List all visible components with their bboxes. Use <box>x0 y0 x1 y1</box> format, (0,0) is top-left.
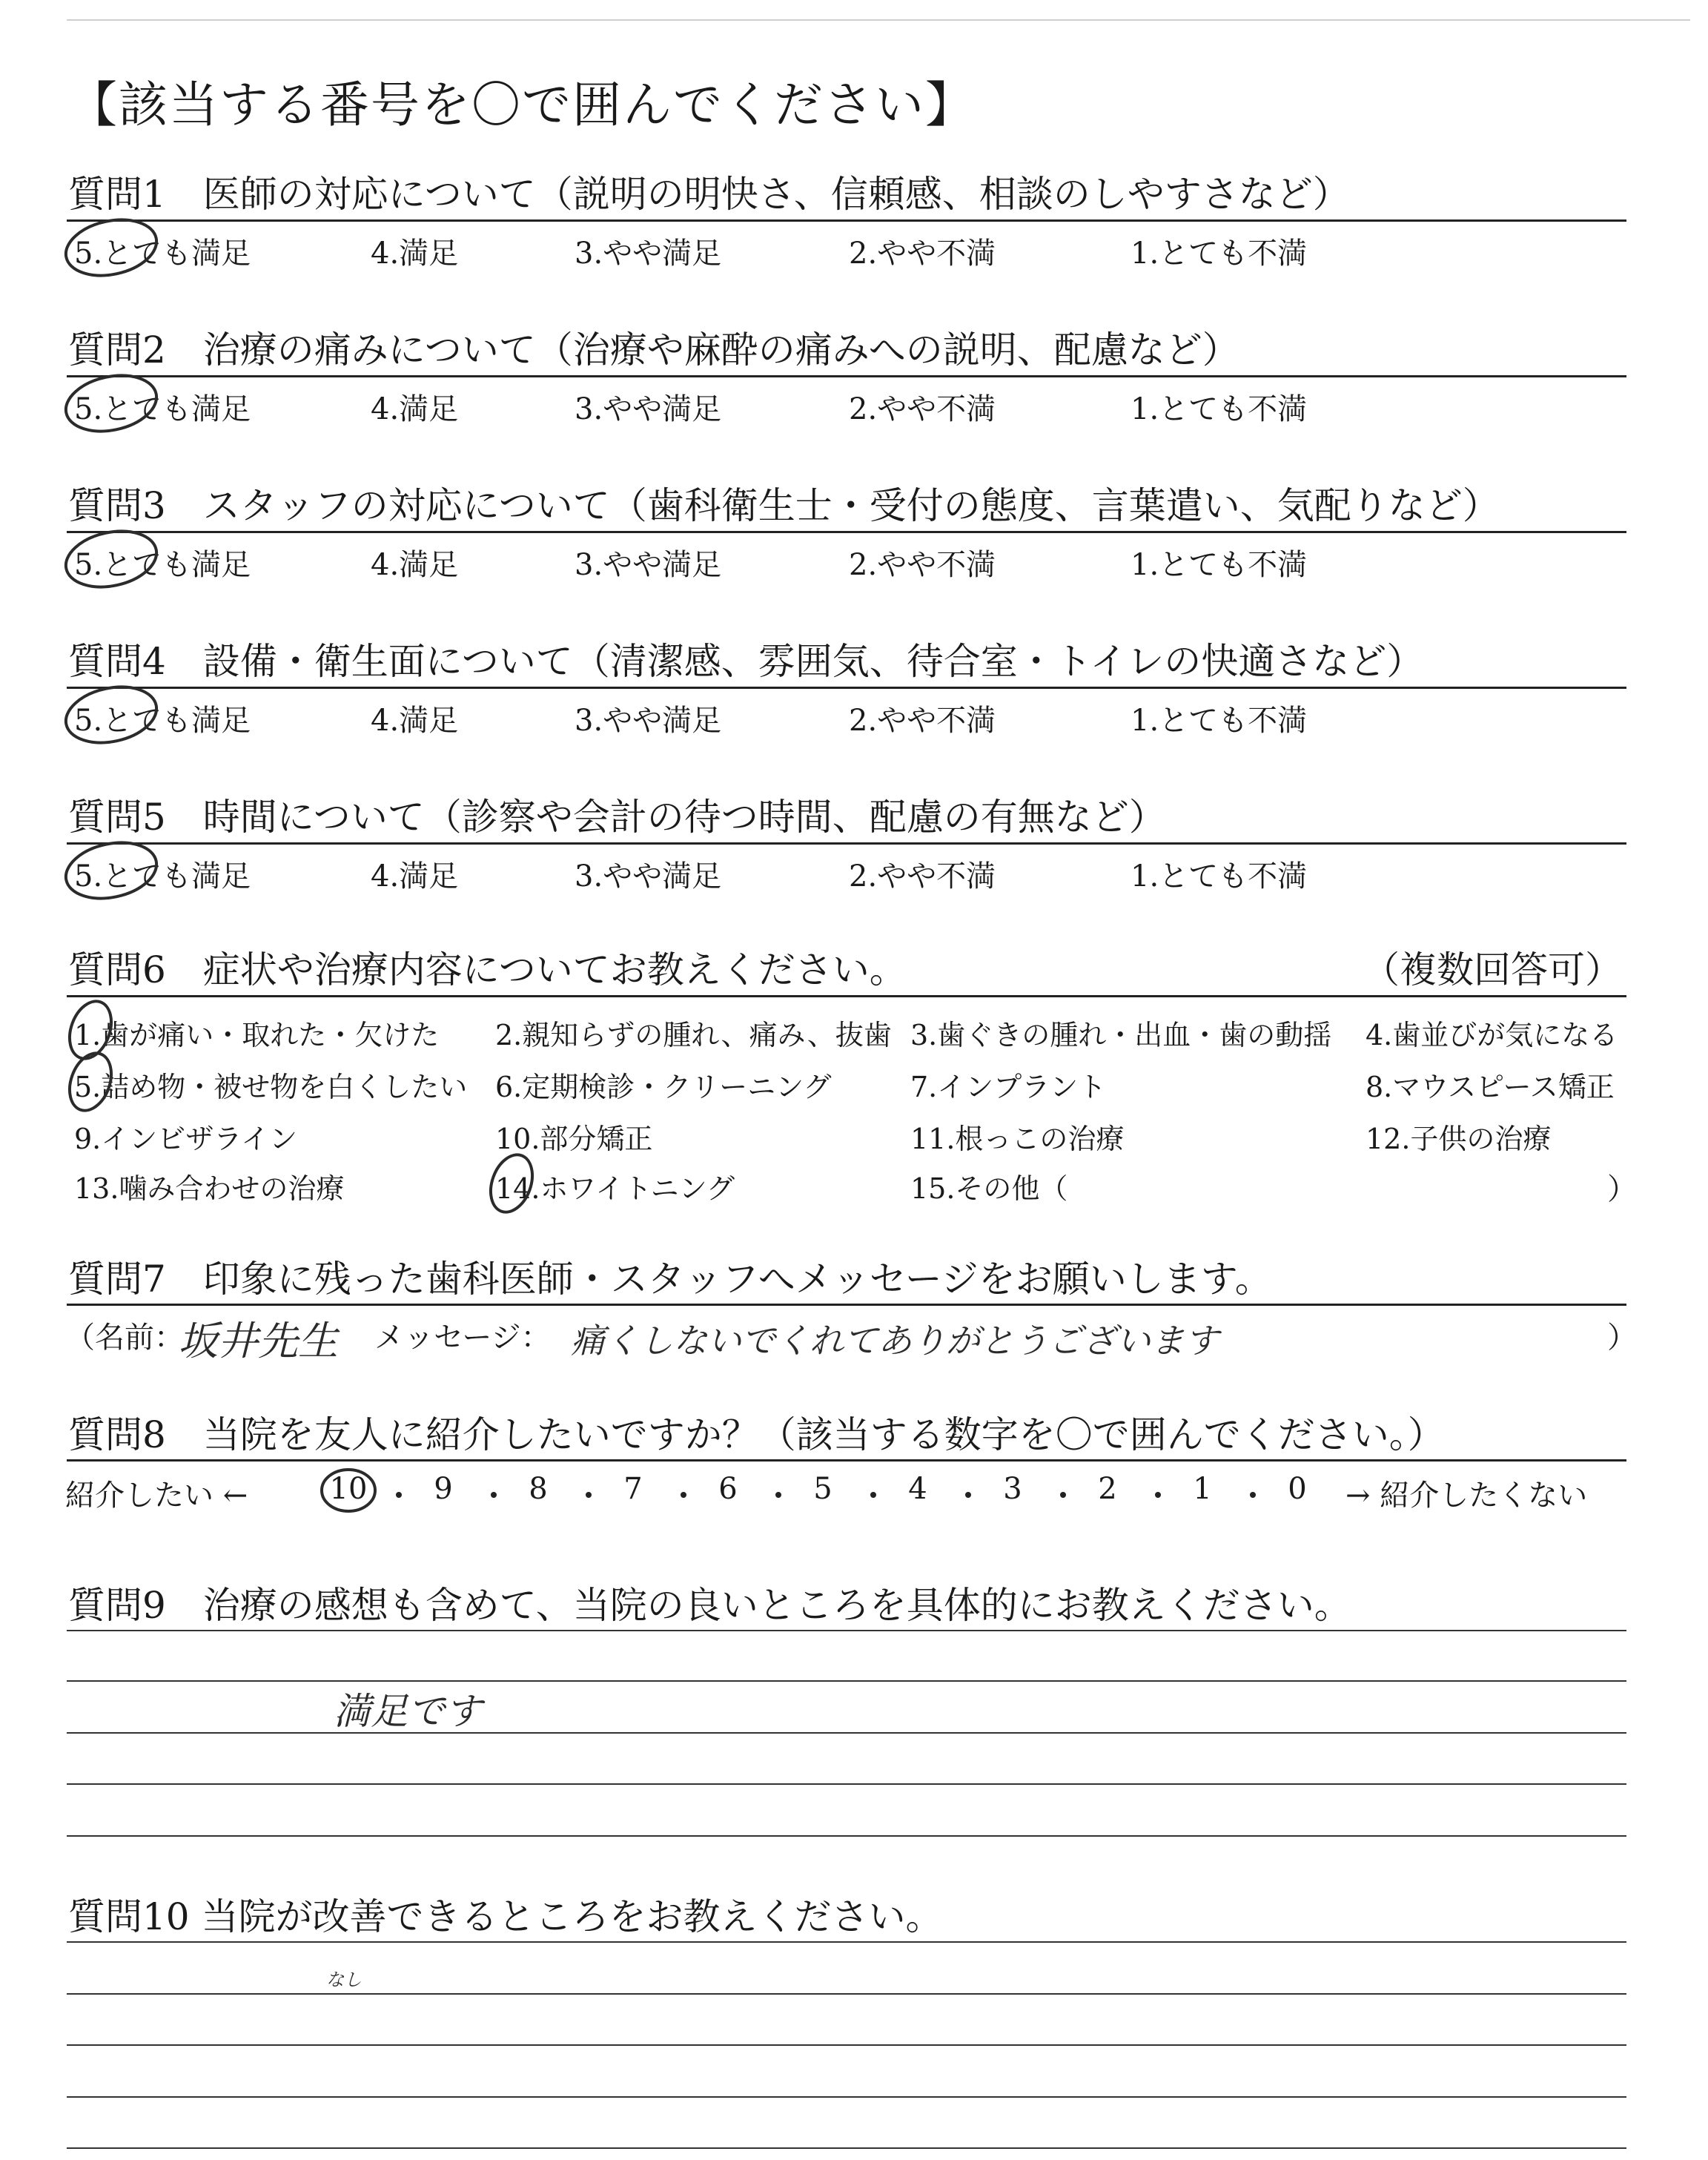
q3-option-1[interactable]: 1.とても不満 <box>1131 548 1308 582</box>
q8-scale-separator <box>586 1492 592 1498</box>
q1-option-3[interactable]: 3.やや満足 <box>575 237 722 271</box>
q5-option-2[interactable]: 2.やや不満 <box>849 859 996 894</box>
q3-option-4[interactable]: 4.満足 <box>371 548 459 582</box>
q3-rule <box>67 531 1626 533</box>
q6-option-1[interactable]: 1.歯が痛い・取れた・欠けた <box>74 1019 440 1051</box>
q8-scale-separator <box>681 1492 686 1498</box>
q8-title: 質問8 当院を友人に紹介したいですか？（該当する数字を〇で囲んでください。） <box>68 1413 1445 1456</box>
q4-option-3[interactable]: 3.やや満足 <box>575 704 722 738</box>
q6-option-10[interactable]: 10.部分矯正 <box>495 1123 653 1155</box>
q8-scale-separator <box>775 1492 781 1498</box>
q8-scale-6[interactable]: 6 <box>718 1472 738 1506</box>
q1-option-4[interactable]: 4.満足 <box>371 237 459 271</box>
q6-option-11[interactable]: 11.根っこの治療 <box>910 1123 1125 1155</box>
q1-option-5[interactable]: 5.とても満足 <box>74 237 251 271</box>
q2-title: 質問2 治療の痛みについて（治療や麻酔の痛みへの説明、配慮など） <box>68 328 1239 371</box>
q3-option-5[interactable]: 5.とても満足 <box>74 548 251 582</box>
q5-option-3[interactable]: 3.やや満足 <box>575 859 722 894</box>
q3-title: 質問3 スタッフの対応について（歯科衛生士・受付の態度、言葉遣い、気配りなど） <box>68 484 1500 527</box>
q6-option-7[interactable]: 7.インプラント <box>910 1071 1107 1103</box>
q1-option-1[interactable]: 1.とても不満 <box>1131 237 1308 271</box>
q8-scale-separator <box>1155 1492 1161 1498</box>
q1-title: 質問1 医師の対応について（説明の明快さ、信頼感、相談のしやすさなど） <box>68 173 1350 216</box>
q8-scale-separator <box>1250 1492 1256 1498</box>
q8-scale-3[interactable]: 3 <box>1003 1472 1022 1506</box>
q4-option-5[interactable]: 5.とても満足 <box>74 704 251 738</box>
q6-rule <box>67 995 1626 997</box>
q9-line-4 <box>67 1783 1626 1785</box>
q10-answer[interactable]: なし <box>326 1969 362 1990</box>
q6-option-2[interactable]: 2.親知らずの腫れ、痛み、抜歯 <box>495 1019 892 1051</box>
q8-scale-4[interactable]: 4 <box>908 1472 927 1506</box>
q7-title: 質問7 印象に残った歯科医師・スタッフへメッセージをお願いします。 <box>68 1258 1272 1301</box>
q5-title: 質問5 時間について（診察や会計の待つ時間、配慮の有無など） <box>68 796 1166 839</box>
q6-option-12[interactable]: 12.子供の治療 <box>1366 1123 1552 1155</box>
q9-title: 質問9 治療の感想も含めて、当院の良いところを具体的にお教えください。 <box>68 1584 1351 1627</box>
q8-scale-separator <box>491 1492 497 1498</box>
q8-scale-10[interactable]: 10 <box>329 1472 368 1506</box>
q6-option-3[interactable]: 3.歯ぐきの腫れ・出血・歯の動揺 <box>910 1019 1332 1051</box>
q7-message-label: メッセージ： <box>374 1321 551 1355</box>
q6-option-5[interactable]: 5.詰め物・被せ物を白くしたい <box>74 1071 468 1103</box>
q8-scale-separator <box>396 1492 402 1498</box>
q7-name-value[interactable]: 坂井先生 <box>178 1318 338 1364</box>
q8-rule <box>67 1459 1626 1462</box>
q9-line-3 <box>67 1732 1626 1734</box>
q8-scale-separator <box>870 1492 876 1498</box>
q6-option-9[interactable]: 9.インビザライン <box>74 1123 298 1155</box>
q8-left-label: 紹介したい ← <box>65 1479 248 1513</box>
q2-option-4[interactable]: 4.満足 <box>371 392 459 426</box>
q6-option-13[interactable]: 13.噛み合わせの治療 <box>74 1172 345 1205</box>
q1-rule <box>67 219 1626 222</box>
q6-option-14[interactable]: 14.ホワイトニング <box>495 1172 735 1205</box>
q8-scale-separator <box>1060 1492 1066 1498</box>
q2-option-3[interactable]: 3.やや満足 <box>575 392 722 426</box>
q6-option-6[interactable]: 6.定期検診・クリーニング <box>495 1071 832 1103</box>
q8-right-label: → 紹介したくない <box>1345 1479 1588 1513</box>
q7-rule <box>67 1304 1626 1306</box>
q5-option-4[interactable]: 4.満足 <box>371 859 459 894</box>
q7-close-paren: ） <box>1607 1321 1637 1355</box>
q8-scale-8[interactable]: 8 <box>529 1472 548 1506</box>
q2-option-2[interactable]: 2.やや不満 <box>849 392 996 426</box>
q3-option-3[interactable]: 3.やや満足 <box>575 548 722 582</box>
q4-title: 質問4 設備・衛生面について（清潔感、雰囲気、待合室・トイレの快適さなど） <box>68 640 1424 683</box>
q8-scale-5[interactable]: 5 <box>813 1472 833 1506</box>
top-edge-line <box>67 19 1690 21</box>
q6-option-15[interactable]: 15.その他（ <box>910 1172 1068 1205</box>
q3-option-2[interactable]: 2.やや不満 <box>849 548 996 582</box>
q1-option-2[interactable]: 2.やや不満 <box>849 237 996 271</box>
q9-line-5 <box>67 1835 1626 1837</box>
q8-scale-1[interactable]: 1 <box>1193 1472 1212 1506</box>
q6-option-8[interactable]: 8.マウスピース矯正 <box>1366 1071 1615 1103</box>
q10-line-4 <box>67 2096 1626 2098</box>
q8-scale-2[interactable]: 2 <box>1098 1472 1117 1506</box>
q6-note: （複数回答可） <box>1363 948 1622 991</box>
q5-rule <box>67 842 1626 845</box>
q8-scale-0[interactable]: 0 <box>1288 1472 1307 1506</box>
q10-line-3 <box>67 2044 1626 2046</box>
q2-option-1[interactable]: 1.とても不満 <box>1131 392 1308 426</box>
q7-name-label: （名前： <box>65 1321 184 1355</box>
q9-answer[interactable]: 満足です <box>334 1690 482 1733</box>
page-title: 【該当する番号を〇で囲んでください】 <box>68 76 976 133</box>
q6-title: 質問6 症状や治療内容についてお教えください。 <box>68 948 907 991</box>
q5-option-5[interactable]: 5.とても満足 <box>74 859 251 894</box>
q2-option-5[interactable]: 5.とても満足 <box>74 392 251 426</box>
q10-line-1 <box>67 1941 1626 1943</box>
q4-option-4[interactable]: 4.満足 <box>371 704 459 738</box>
q7-message-value[interactable]: 痛くしないでくれてありがとうございます <box>571 1321 1219 1361</box>
q10-title: 質問10 当院が改善できるところをお教えください。 <box>68 1895 943 1938</box>
q8-scale-9[interactable]: 9 <box>434 1472 453 1506</box>
q4-rule <box>67 687 1626 689</box>
q4-option-2[interactable]: 2.やや不満 <box>849 704 996 738</box>
q9-line-1 <box>67 1630 1626 1631</box>
q2-rule <box>67 375 1626 377</box>
q6-close-paren: ） <box>1607 1172 1637 1206</box>
q8-scale-7[interactable]: 7 <box>623 1472 643 1506</box>
q10-line-5 <box>67 2147 1626 2149</box>
q10-line-2 <box>67 1993 1626 1995</box>
q5-option-1[interactable]: 1.とても不満 <box>1131 859 1308 894</box>
q8-scale-separator <box>965 1492 971 1498</box>
q4-option-1[interactable]: 1.とても不満 <box>1131 704 1308 738</box>
q6-option-4[interactable]: 4.歯並びが気になる <box>1366 1019 1618 1051</box>
q9-line-2 <box>67 1680 1626 1682</box>
